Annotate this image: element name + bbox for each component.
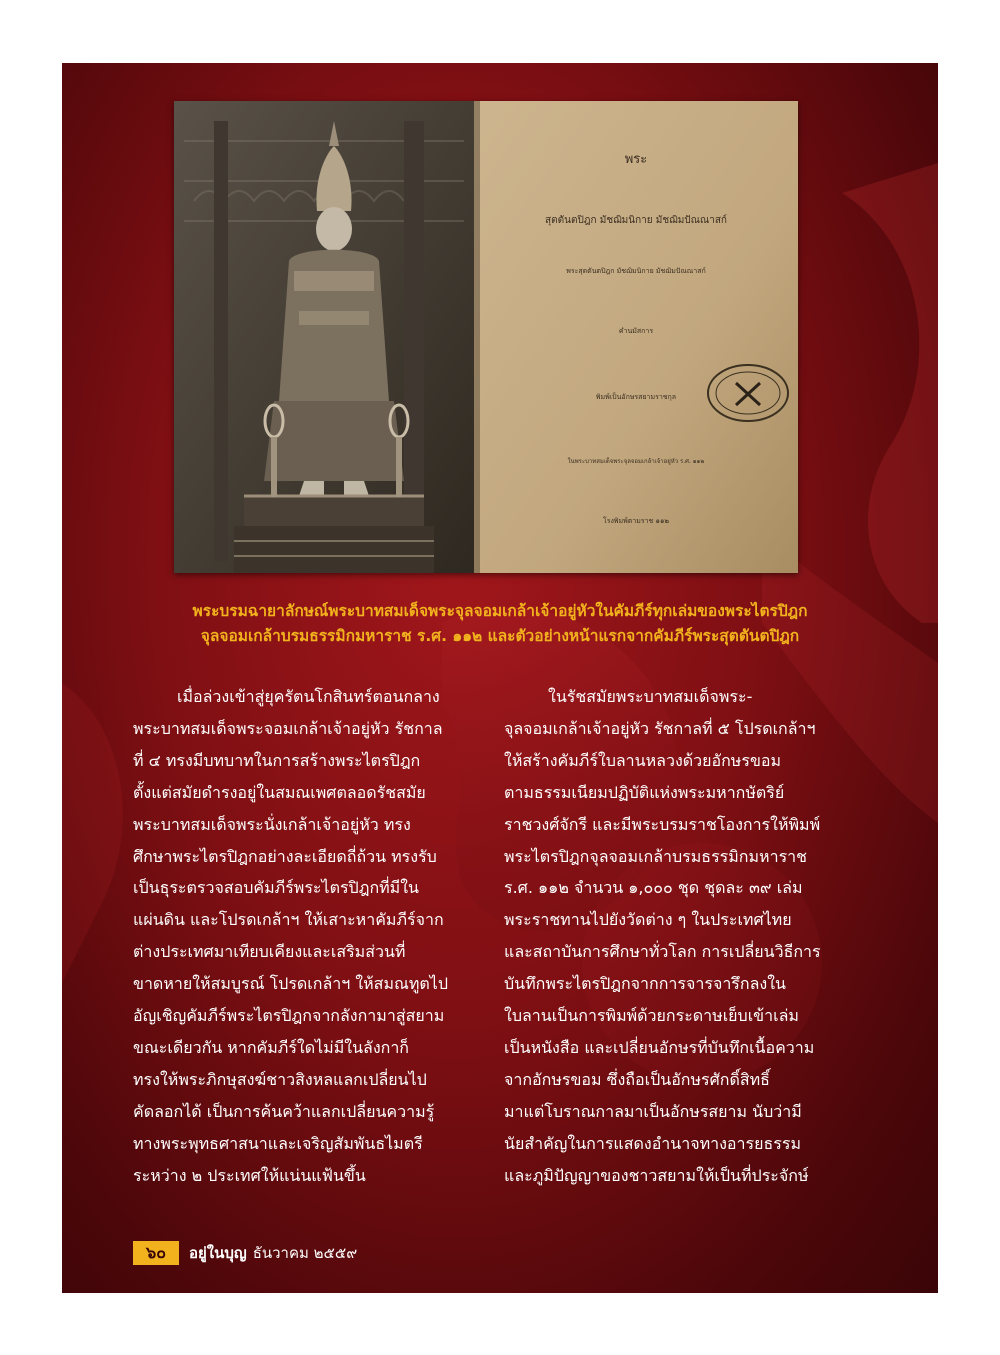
book-heading: พระ (624, 152, 648, 167)
book-line-3: คำนมัสการ (618, 327, 654, 335)
caption-line-1: พระบรมฉายาลักษณ์พระบาทสมเด็จพระจุลจอมเกล้าเจ้าอยู่หัวในคัมภีร์ทุกเล่มของพระไตรปิฎก (192, 602, 808, 620)
issue-date: ธันวาคม ๒๕๕๙ (252, 1244, 358, 1262)
sepia-photograph (174, 101, 798, 573)
paragraph-line: อัญเชิญคัมภีร์พระไตรปิฎกจากลังกามาสู่สยาม (133, 1006, 445, 1026)
book-line-6: โรงพิมพ์ตามราช ๑๑๒ (602, 517, 670, 525)
book-line-4: พิมพ์เป็นอักษรสยามราชกุล (595, 393, 677, 401)
paragraph-line: ให้สร้างคัมภีร์ใบลานหลวงด้วยอักษรขอม (504, 750, 782, 770)
magazine-page (62, 63, 938, 1293)
paragraph-line: ทางพระพุทธศาสนาและเจริญสัมพันธไมตรี (133, 1133, 423, 1153)
book-line-5: ในพระบาทสมเด็จพระจุลจอมเกล้าเจ้าอยู่หัว ร.ศ. ๑๑๒ (567, 458, 705, 465)
paragraph-line: ราชวงศ์จักรี และมีพระบรมราชโองการให้พิมพ์ (504, 814, 821, 834)
historic-photo-and-book-page (174, 101, 798, 573)
paragraph-line: มาแต่โบราณกาลมาเป็นอักษรสยาม นับว่ามี (504, 1101, 802, 1121)
paragraph-line: เมื่อล่วงเข้าสู่ยุครัตนโกสินทร์ตอนกลาง (177, 687, 440, 706)
paragraph-line: ใบลานเป็นการพิมพ์ด้วยกระดาษเย็บเข้าเล่ม (504, 1006, 799, 1026)
paragraph-line: พระบาทสมเด็จพระนั่งเกล้าเจ้าอยู่หัว ทรง (133, 814, 411, 834)
paragraph-line: ในรัชสมัยพระบาทสมเด็จพระ- (548, 687, 753, 706)
caption-line-2: จุลจอมเกล้าบรมธรรมิกมหาราช ร.ศ. ๑๑๒ และตัวอย่างหน้าแรกจากคัมภีร์พระสุตตันตปิฎก (200, 627, 800, 645)
paragraph-line: คัดลอกได้ เป็นการค้นคว้าแลกเปลี่ยนความรู้ (133, 1101, 435, 1121)
paragraph-line: เป็นหนังสือ และเปลี่ยนอักษรที่บันทึกเนื้อความ (504, 1037, 815, 1057)
paragraph-line: จุลจอมเกล้าเจ้าอยู่หัว รัชกาลที่ ๕ โปรดเกล้าฯ (504, 718, 816, 738)
paragraph-line: แผ่นดิน และโปรดเกล้าฯ ให้เสาะหาคัมภีร์จาก (133, 910, 444, 930)
right-text-column (504, 681, 844, 1192)
book-subtitle: พระสุตตันตปิฎก มัชฌิมนิกาย มัชฌิมปัณณาสก์ (566, 267, 706, 275)
paragraph-line: ทรงให้พระภิกษุสงฆ์ชาวสิงหลแลกเปลี่ยนไป (133, 1069, 427, 1089)
left-text-column (133, 681, 473, 1192)
photo-caption (92, 599, 908, 649)
page-footer (133, 1241, 357, 1265)
paragraph-line: ที่ ๔ ทรงมีบทบาทในการสร้างพระไตรปิฎก (133, 750, 421, 770)
throne (234, 496, 434, 573)
paragraph-line: ขาดหายให้สมบูรณ์ โปรดเกล้าฯ ให้สมณทูตไป (133, 974, 448, 994)
paragraph-line: บันทึกพระไตรปิฎกจากการจารจารึกลงใน (504, 974, 786, 994)
paragraph-line: ขณะเดียวกัน หากคัมภีร์ใดไม่มีในลังกาก็ (133, 1037, 409, 1057)
paragraph-line: ระหว่าง ๒ ประเทศให้แน่นแฟ้นขึ้น (133, 1165, 366, 1185)
paragraph-line: และสถาบันการศึกษาทั่วโลก การเปลี่ยนวิธีการ (504, 942, 821, 962)
page-number-badge: ๖๐ (133, 1241, 179, 1265)
paragraph-line: ศึกษาพระไตรปิฎกอย่างละเอียดถี่ถ้วน ทรงรับ (133, 846, 437, 866)
paragraph-line: ร.ศ. ๑๑๒ จำนวน ๑,๐๐๐ ชุด ชุดละ ๓๙ เล่ม (504, 878, 803, 898)
magazine-name: อยู่ในบุญ (189, 1244, 247, 1262)
paragraph-line: ต่างประเทศมาเทียบเคียงและเสริมส่วนที่ (133, 942, 406, 962)
paragraph-line: พระราชทานไปยังวัดต่าง ๆ ในประเทศไทย (504, 910, 792, 930)
paragraph-line: ตั้งแต่สมัยดำรงอยู่ในสมณเพศตลอดรัชสมัย (133, 782, 426, 802)
book-title: สุตตันตปิฎก มัชฌิมนิกาย มัชฌิมปัณณาสก์ (545, 215, 727, 226)
paragraph-line: พระบาทสมเด็จพระจอมเกล้าเจ้าอยู่หัว รัชกาล (133, 718, 443, 738)
paragraph-line: จากอักษรขอม ซึ่งถือเป็นอักษรศักดิ์สิทธิ์ (504, 1069, 770, 1089)
paragraph-line: เป็นธุระตรวจสอบคัมภีร์พระไตรปิฎกที่มีใน (133, 878, 419, 898)
paragraph-line: พระไตรปิฎกจุลจอมเกล้าบรมธรรมิกมหาราช (504, 846, 808, 866)
paragraph-line: ตามธรรมเนียมปฏิบัติแห่งพระมหากษัตริย์ (504, 782, 785, 802)
paragraph-line: และภูมิปัญญาของชาวสยามให้เป็นที่ประจักษ์ (504, 1165, 809, 1185)
paragraph-line: นัยสำคัญในการแสดงอำนาจทางอารยธรรม (504, 1133, 801, 1153)
